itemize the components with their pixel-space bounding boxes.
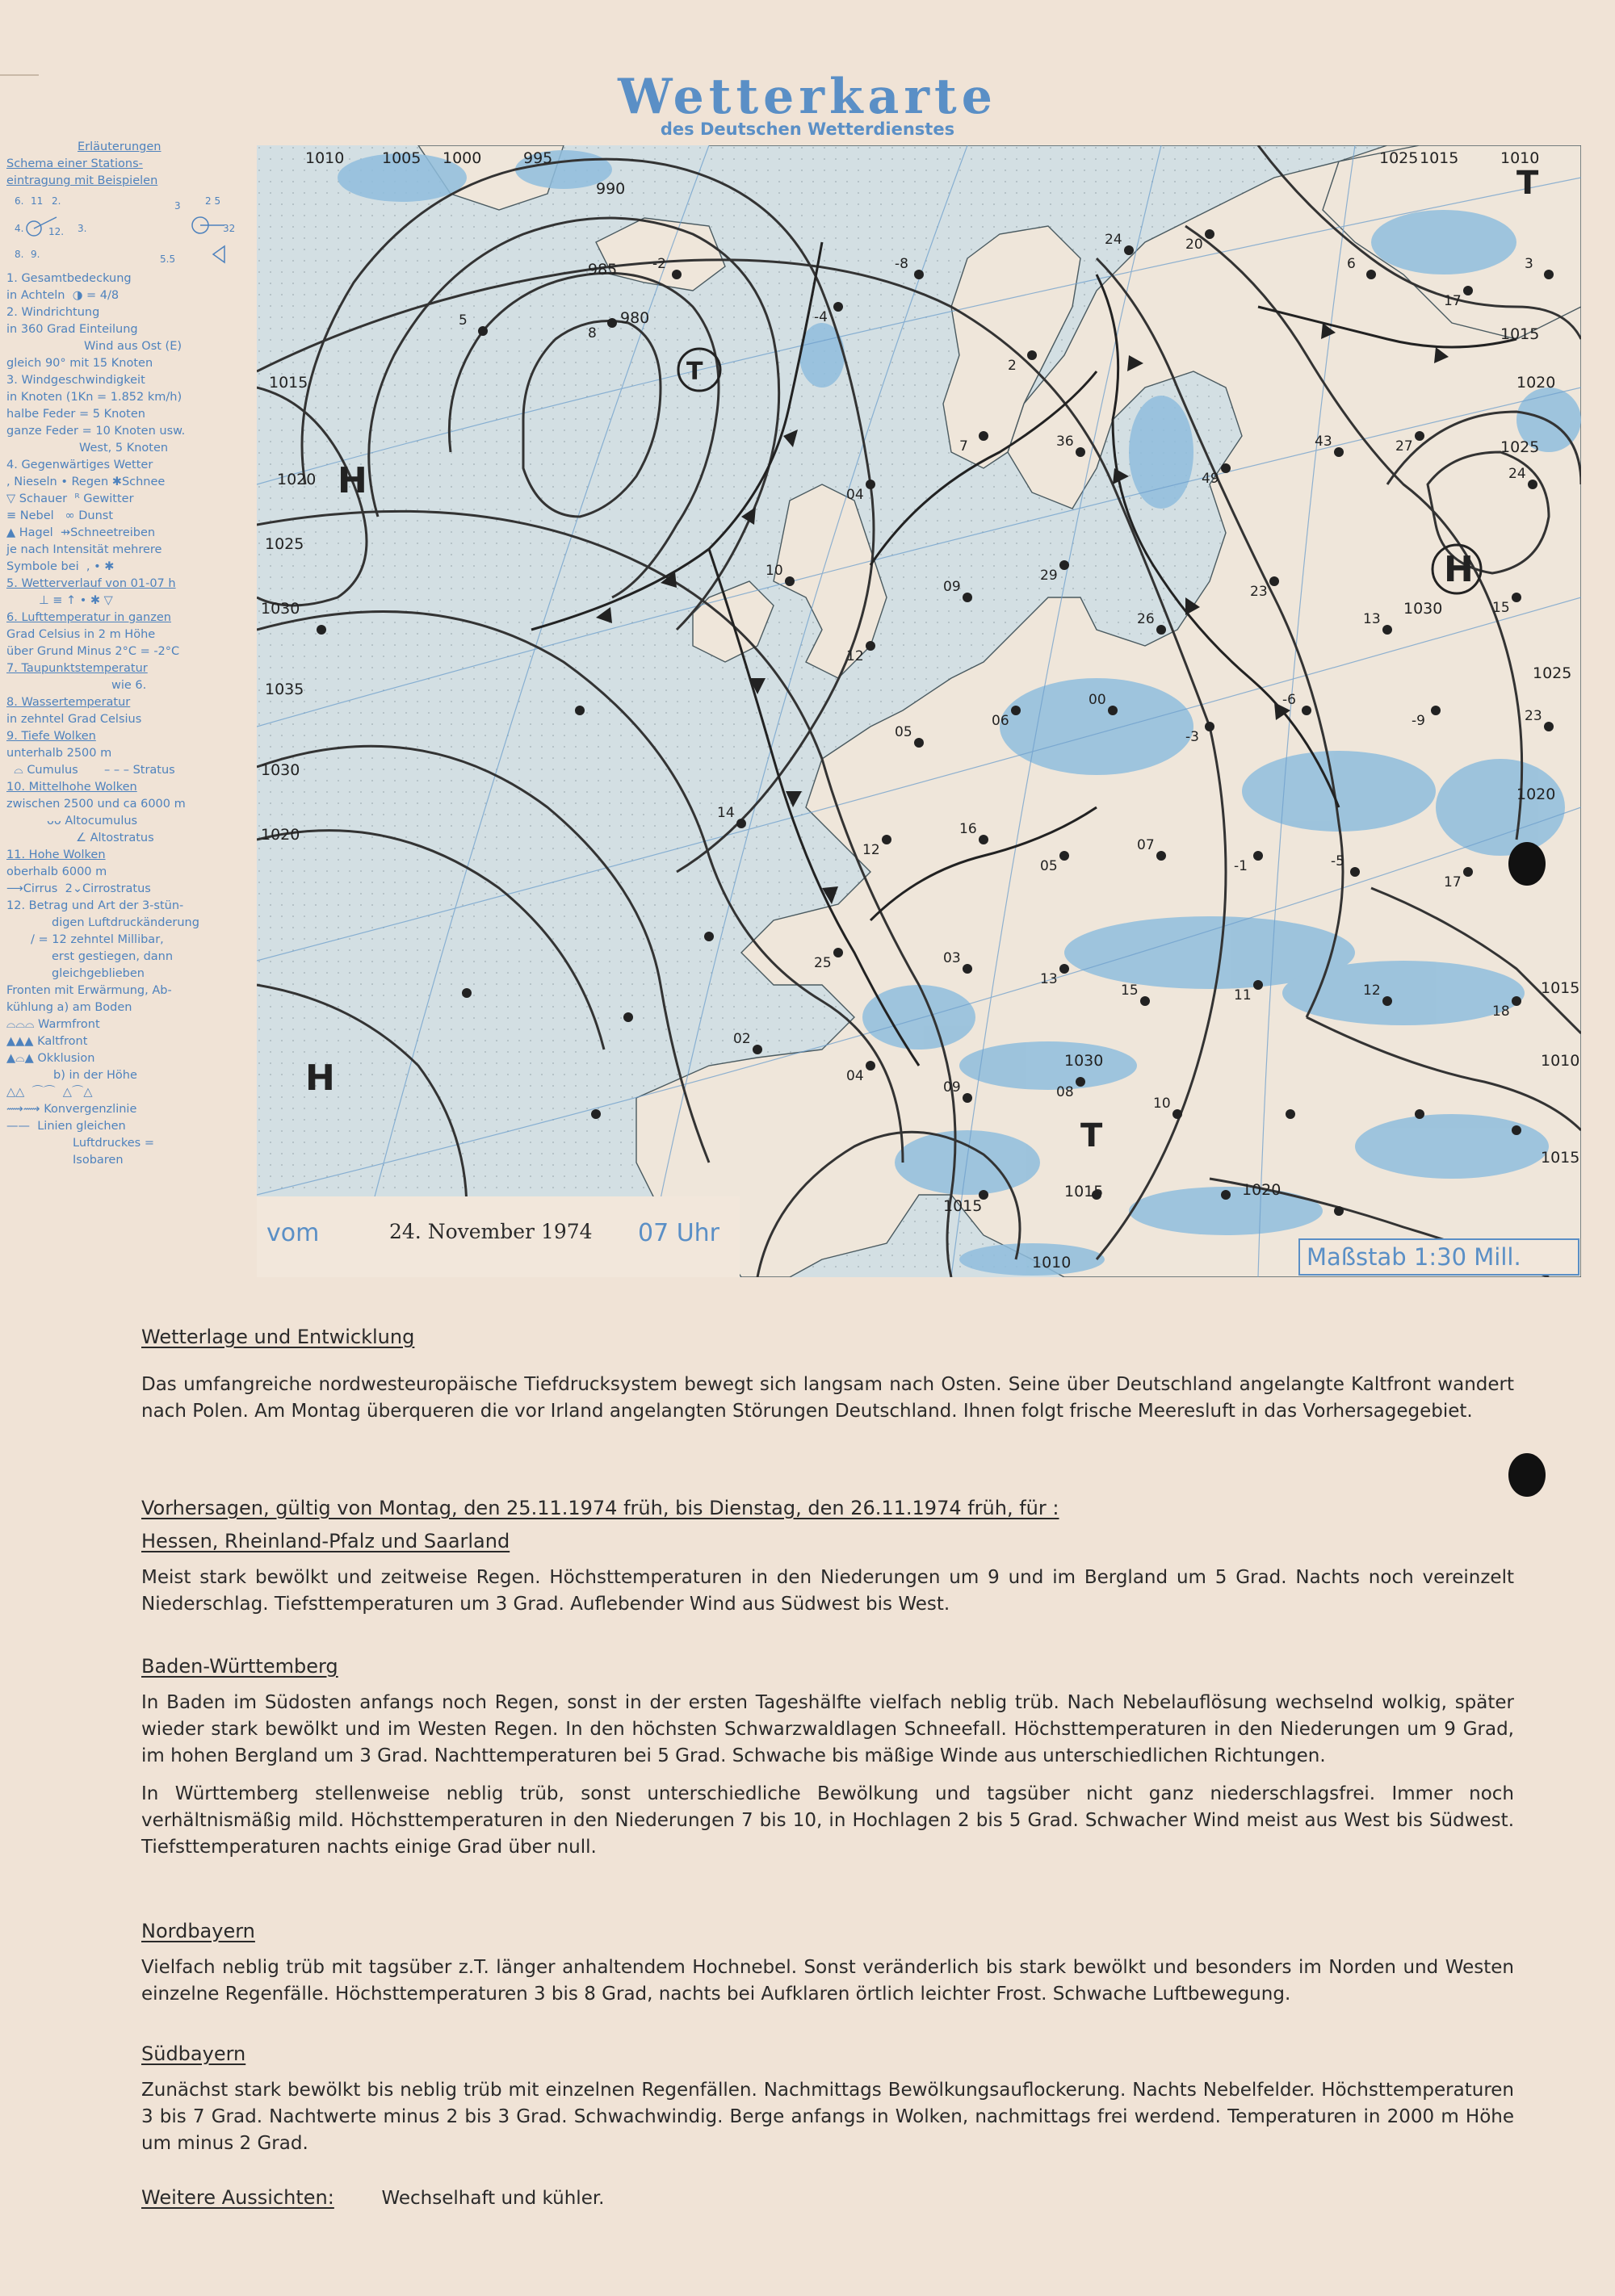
half-circle-icon: ◑ — [72, 289, 83, 302]
legend-line: erst gestiegen, dann — [52, 950, 174, 963]
legend-line: 9. Tiefe Wolken — [6, 730, 96, 743]
fog-icon: ≡ — [6, 509, 17, 522]
svg-text:11: 11 — [31, 195, 44, 207]
isobar-label: 1025 — [1533, 664, 1572, 682]
isobar-label: 1030 — [1403, 600, 1443, 618]
isobar-label: 1025 — [1500, 438, 1540, 456]
legend-line: 8. Wassertemperatur — [6, 696, 131, 709]
legend-line: Konvergenzlinie — [44, 1103, 137, 1116]
station-value: 15 — [1492, 600, 1510, 616]
station-value: 49 — [1202, 471, 1219, 487]
station-schema-diagram — [6, 190, 249, 270]
isobar-label: 1020 — [277, 471, 317, 488]
title-subtitle: des Deutschen Wetterdienstes — [660, 119, 955, 139]
legend-line: Kaltfront — [37, 1035, 88, 1048]
station-value: -8 — [895, 256, 908, 272]
station-value: 25 — [814, 955, 832, 971]
legend-line: Isobaren — [73, 1154, 124, 1167]
station-value: 18 — [1492, 1003, 1510, 1020]
station-value: 10 — [1153, 1096, 1171, 1112]
isobar-label: 1015 — [269, 374, 308, 392]
legend-line: Schauer — [19, 492, 68, 505]
section-nordbayern — [141, 1918, 1514, 2008]
isobar-label: 990 — [596, 180, 626, 198]
weather-map-svg — [257, 145, 1581, 1277]
legend-line: Warmfront — [38, 1018, 100, 1031]
legend-line: b) in der Höhe — [53, 1069, 137, 1082]
station-value: 09 — [943, 1079, 961, 1096]
legend-line: 1. Gesamtbedeckung — [6, 272, 132, 285]
legend-line: 11. Hohe Wolken — [6, 848, 106, 861]
legend-line: West, 5 Knoten — [79, 442, 169, 455]
isobar-label: 1025 — [1379, 149, 1419, 167]
lage-heading: Wetterlage und Entwicklung — [141, 1326, 415, 1348]
high-pressure-label: H — [1444, 549, 1474, 590]
legend-row — [6, 830, 249, 847]
svg-text:6.: 6. — [15, 195, 24, 207]
section-lage — [141, 1324, 1514, 1425]
rain-icon: • — [61, 476, 68, 488]
station-value: 07 — [1137, 837, 1155, 853]
station-value: 15 — [1121, 983, 1139, 999]
isobar-label: 1015 — [1064, 1183, 1104, 1200]
station-value: 06 — [992, 713, 1009, 729]
station-value: 12 — [1363, 983, 1381, 999]
cirrostratus-icon: 2⌄ — [65, 882, 82, 895]
legend-line: oberhalb 6000 m — [6, 865, 107, 878]
weather-course-icon: ⊥ ≡ ↑ • ✱ ▽ — [39, 594, 113, 607]
legend-line: halbe Feder = 5 Knoten — [6, 408, 145, 421]
station-value: 20 — [1185, 237, 1203, 253]
legend-line: Nieseln — [14, 476, 57, 488]
occlusion-icon: ▲⌓▲ — [6, 1052, 34, 1065]
legend-line: Cirrostratus — [82, 882, 151, 895]
intensity-symbols-icon: , • ✱ — [86, 560, 115, 573]
low-pressure-label: T — [1080, 1117, 1103, 1154]
legend-row — [6, 1033, 249, 1050]
station-value: 11 — [1234, 987, 1252, 1003]
nordbayern-heading: Nordbayern — [141, 1920, 255, 1942]
legend-line: Schema einer Stations- — [6, 157, 143, 170]
isobar-label: 1015 — [1541, 1149, 1580, 1167]
station-value: 13 — [1363, 611, 1381, 627]
station-value: 8 — [588, 325, 597, 341]
legend-line: zwischen 2500 und ca 6000 m — [6, 798, 186, 811]
section-bw — [141, 1653, 1514, 1861]
legend-line: gleich 90° mit 15 Knoten — [6, 357, 153, 370]
legend-row — [6, 932, 249, 949]
high-pressure-label: H — [338, 460, 367, 501]
station-value: 12 — [846, 648, 864, 664]
legend-line: digen Luftdruckänderung — [52, 916, 199, 929]
legend-line: kühlung a) am Boden — [6, 1001, 132, 1014]
legend-line: = 12 zehntel Millibar, — [38, 933, 164, 946]
legend-line: Schnee — [121, 476, 166, 488]
section-suedbayern — [141, 2041, 1514, 2157]
legend-line: eintragung mit Beispielen — [6, 174, 158, 187]
svg-text:4.: 4. — [15, 223, 24, 234]
svg-text:2.: 2. — [52, 195, 61, 207]
low-pressure-label: T — [1516, 165, 1539, 202]
legend-line: über Grund Minus 2°C = -2°C — [6, 645, 180, 658]
high-pressure-label: H — [305, 1058, 335, 1099]
legend-line: Nebel — [19, 509, 54, 522]
legend-row — [6, 508, 249, 525]
station-value: 27 — [1395, 438, 1413, 455]
legend-line: unterhalb 2500 m — [6, 747, 112, 760]
stratus-icon: – – – — [103, 764, 129, 777]
legend-line: in zehntel Grad Celsius — [6, 713, 142, 726]
isobar-label: 1015 — [1500, 325, 1540, 343]
isobar-line-icon: —— — [6, 1120, 30, 1133]
aussichten-label: Weitere Aussichten: — [141, 2186, 334, 2209]
isobar-label: 995 — [523, 149, 553, 167]
station-value: 2 — [1008, 358, 1017, 374]
snow-icon: ✱ — [111, 476, 122, 488]
isobar-label: 1020 — [1242, 1181, 1282, 1199]
legend-line: Fronten mit Erwärmung, Ab- — [6, 984, 172, 997]
svg-text:8.: 8. — [15, 249, 24, 260]
hessen-paragraph: Meist stark bewölkt und zeitweise Regen. Höchsttemperaturen in den Niederungen um 9 und im Bergland um 5 Grad. Nachts noch vereinzelt Niederschlag. Tiefsttemperaturen um 3 Grad. Auflebender Wind aus Südwest bis West. — [141, 1567, 1514, 1615]
isobar-label: 1010 — [1032, 1254, 1072, 1272]
vorhersage-heading: Vorhersagen, gültig von Montag, den 25.11.1974 früh, bis Dienstag, den 26.11.1974 früh, für : — [141, 1497, 1059, 1519]
drizzle-icon: , — [6, 476, 10, 488]
hessen-heading: Hessen, Rheinland-Pfalz und Saarland — [141, 1530, 510, 1552]
svg-text:12.: 12. — [48, 226, 65, 237]
station-value: 05 — [1040, 858, 1058, 874]
bw-paragraph-1: In Baden im Südosten anfangs noch Regen, sonst in der ersten Tageshälfte vielfach neblig trüb. Nach Nebelauflösung wechselnd wolkig, später wieder stark bewölkt und im Westen Regen. In den höchsten Schwarzwaldlagen Schneefall. Höchsttemperaturen in den Niederungen um 9 Grad, im hohen Bergland um 3 Grad. Nachttemperaturen bei 5 Grad. Schwache bis mäßige Winde aus unterschiedlichen Richtungen. — [141, 1692, 1514, 1766]
legend-line: je nach Intensität mehrere — [6, 543, 162, 556]
isobar-label: 1030 — [261, 600, 300, 618]
isobar-label: 985 — [588, 261, 618, 279]
aussichten-value: Wechselhaft und kühler. — [381, 2188, 605, 2209]
legend-row — [6, 881, 249, 898]
station-value: 02 — [733, 1031, 751, 1047]
legend-line: Grad Celsius in 2 m Höhe — [6, 628, 156, 641]
cirrus-icon: ⟶ — [6, 882, 23, 895]
station-value: 04 — [846, 1068, 864, 1084]
station-value: 3 — [1525, 256, 1533, 272]
legend — [6, 139, 249, 1169]
bw-paragraph-2: In Württemberg stellenweise neblig trüb, sonst unterschiedliche Bewölkung und tagsüber nicht ganz niederschlagsfrei. Immer noch verhältnismäßig mild. Höchsttemperaturen in den Niederungen 7 bis 10, in Hochlagen 2 bis 5 Grad. Schwacher Wind meist aus West bis Südwest. Tiefsttemperaturen nachts einige Grad über null. — [141, 1783, 1514, 1858]
shower-icon: ▽ — [6, 492, 16, 505]
legend-line: in Achteln — [6, 289, 65, 302]
legend-row — [6, 474, 249, 491]
legend-line: wie 6. — [111, 679, 147, 692]
station-value: -9 — [1412, 713, 1425, 729]
cumulus-icon: ⌓ — [14, 764, 23, 777]
legend-row — [6, 1016, 249, 1033]
station-value: -3 — [1185, 729, 1199, 745]
legend-row — [6, 813, 249, 830]
weather-map — [257, 145, 1581, 1277]
legend-line: Wind aus Ost (E) — [84, 340, 182, 353]
svg-text:5.5: 5.5 — [160, 253, 176, 265]
station-value: 08 — [1056, 1084, 1074, 1100]
thunderstorm-icon: ᴿ — [74, 492, 80, 505]
legend-line: Altocumulus — [65, 815, 138, 827]
station-value: -4 — [814, 309, 828, 325]
punch-hole — [1508, 1453, 1546, 1497]
legend-row — [6, 287, 249, 304]
legend-line: Symbole bei — [6, 560, 79, 573]
legend-row — [6, 559, 249, 576]
station-value: 6 — [1347, 256, 1356, 272]
station-value: 13 — [1040, 971, 1058, 987]
legend-line: 10. Mittelhohe Wolken — [6, 781, 137, 794]
isobar-label: 1020 — [1516, 786, 1556, 803]
station-value: 5 — [459, 312, 468, 329]
station-value: 10 — [766, 563, 783, 579]
convergence-line-icon: ⟿⟿ — [6, 1103, 40, 1116]
legend-line: gleichgeblieben — [52, 967, 145, 980]
station-value: -6 — [1282, 692, 1296, 708]
station-value: 24 — [1508, 466, 1526, 482]
altocumulus-icon: ᴗᴗ — [47, 815, 61, 827]
station-value: 16 — [959, 821, 977, 837]
isobar-label: 1020 — [1516, 374, 1556, 392]
title-main: Wetterkarte — [618, 69, 997, 125]
station-value: 09 — [943, 579, 961, 595]
station-value: 05 — [895, 724, 912, 740]
low-pressure-label: T — [686, 358, 703, 386]
station-value: 43 — [1315, 434, 1332, 450]
legend-line: Stratus — [132, 764, 175, 777]
svg-text:3: 3 — [174, 200, 181, 212]
isobar-label: 1010 — [1500, 149, 1540, 167]
legend-line: Cumulus — [27, 764, 78, 777]
section-vorhersage — [141, 1495, 1514, 1618]
warm-front-icon: ⌓⌓⌓ — [6, 1018, 35, 1031]
legend-line: Hagel — [19, 526, 53, 539]
section-aussichten — [141, 2185, 1514, 2212]
legend-row — [6, 525, 249, 542]
legend-line: 5. Wetterverlauf von 01-07 h — [6, 577, 176, 590]
station-value: 17 — [1444, 874, 1462, 890]
isobar-label: 1010 — [1541, 1052, 1580, 1070]
svg-text:2 5: 2 5 — [205, 195, 221, 207]
legend-line: in Knoten (1Kn = 1.852 km/h) — [6, 391, 182, 404]
legend-line: 6. Lufttemperatur in ganzen — [6, 611, 171, 624]
legend-heading: Erläuterungen — [78, 140, 162, 153]
station-value: 04 — [846, 487, 864, 503]
isobar-label: 1015 — [943, 1197, 983, 1215]
haze-icon: ∞ — [65, 509, 75, 522]
station-value: 29 — [1040, 568, 1058, 584]
legend-line: Linien gleichen — [37, 1120, 126, 1133]
legend-line: in 360 Grad Einteilung — [6, 323, 138, 336]
legend-line: 12. Betrag und Art der 3-stün- — [6, 899, 184, 912]
station-value: 36 — [1056, 434, 1074, 450]
station-value: 17 — [1444, 293, 1462, 309]
station-value: 24 — [1105, 232, 1122, 248]
upper-front-icons: △△ ⌒⌒ △⌒△ — [6, 1086, 93, 1099]
nordbayern-paragraph: Vielfach neblig trüb mit tagsüber z.T. länger anhaltendem Hochnebel. Sonst veränderlich bis stark bewölkt und besonders im Norden und Westen einzelne Regenfälle. Höchsttemperaturen 3 bis 8 Grad, nachts bei Aufklaren örtlich leichter Frost. Schwache Luftbewegung. — [141, 1957, 1514, 2005]
isobar-label: 1030 — [1064, 1052, 1104, 1070]
cold-front-icon: ▲▲▲ — [6, 1035, 34, 1048]
isobar-label: 1035 — [265, 681, 304, 698]
legend-row — [6, 1118, 249, 1135]
legend-line: Gewitter — [83, 492, 134, 505]
legend-row — [6, 1101, 249, 1118]
legend-line: Regen — [71, 476, 109, 488]
station-value: 23 — [1525, 708, 1542, 724]
station-value: -5 — [1331, 853, 1344, 869]
legend-row — [6, 762, 249, 779]
caption-time: 07 Uhr — [638, 1219, 720, 1247]
legend-line: = 4/8 — [86, 289, 120, 302]
svg-text:3.: 3. — [78, 223, 87, 234]
pressure-tendency-icon: ∕ — [31, 933, 35, 946]
caption-vom: vom — [266, 1219, 320, 1247]
station-value: 03 — [943, 950, 961, 966]
isobar-label: 1015 — [1420, 149, 1459, 167]
isobar-label: 1030 — [261, 761, 300, 779]
bw-heading: Baden-Württemberg — [141, 1655, 338, 1678]
isobar-label: 1010 — [305, 149, 345, 167]
isobar-label: 1025 — [265, 535, 304, 553]
suedbayern-heading: Südbayern — [141, 2043, 246, 2065]
station-schema — [6, 190, 249, 270]
legend-line: ganze Feder = 10 Knoten usw. — [6, 425, 186, 438]
lage-paragraph: Das umfangreiche nordwesteuropäische Tiefdrucksystem bewegt sich langsam nach Osten. Seine über Deutschland angelangte Kaltfront wandert nach Polen. Am Montag überqueren die vor Irland angelangten Störungen Deutschland. Ihnen folgt frische Meeresluft in das Vorhersagegebiet. — [141, 1374, 1514, 1422]
isobar-label: 980 — [620, 309, 650, 327]
legend-line: Schneetreiben — [70, 526, 156, 539]
station-value: 26 — [1137, 611, 1155, 627]
station-value: 23 — [1250, 584, 1268, 600]
legend-row — [6, 1050, 249, 1067]
legend-line: Okklusion — [37, 1052, 95, 1065]
margin-mark — [0, 74, 39, 76]
caption-date: 24. November 1974 — [389, 1220, 593, 1243]
station-value: 00 — [1089, 692, 1106, 708]
legend-line: 2. Windrichtung — [6, 306, 100, 319]
legend-row — [6, 491, 249, 508]
legend-line: Dunst — [78, 509, 114, 522]
legend-line: 4. Gegenwärtiges Wetter — [6, 459, 153, 471]
isobar-label: 1020 — [261, 826, 300, 844]
station-value: -1 — [1234, 858, 1248, 874]
legend-line: Luftdruckes = — [73, 1137, 154, 1150]
svg-text:9.: 9. — [31, 249, 40, 260]
isobar-label: 1000 — [443, 149, 482, 167]
legend-line: Altostratus — [90, 832, 154, 844]
isobar-label: 1005 — [382, 149, 422, 167]
isobar-label: 1015 — [1541, 979, 1580, 997]
hail-icon: ▲ — [6, 526, 16, 539]
legend-line: 3. Windgeschwindigkeit — [6, 374, 145, 387]
legend-line: Cirrus — [23, 882, 58, 895]
svg-text:32: 32 — [223, 223, 236, 234]
station-value: 12 — [862, 842, 880, 858]
suedbayern-paragraph: Zunächst stark bewölkt bis neblig trüb mit einzelnen Regenfällen. Nachmittags Bewölkungsauflockerung. Nachts Nebelfelder. Höchsttemperaturen 3 bis 7 Grad. Nachtwerte minus 2 bis 3 Grad. Schwachwindig. Berge anfangs in Wolken, nachmittags frei werdend. Temperaturen in 2000 m Höhe um minus 2 Grad. — [141, 2080, 1514, 2154]
station-value: -2 — [652, 256, 666, 272]
station-value: 7 — [959, 438, 968, 455]
station-value: 14 — [717, 805, 735, 821]
legend-line: 7. Taupunktstemperatur — [6, 662, 148, 675]
drifting-snow-icon: ⇸ — [60, 526, 71, 539]
page-title — [0, 71, 1615, 139]
altostratus-icon: ∠ — [76, 832, 86, 844]
punch-hole — [1508, 842, 1546, 886]
scale-label: Maßstab 1:30 Mill. — [1307, 1243, 1521, 1271]
